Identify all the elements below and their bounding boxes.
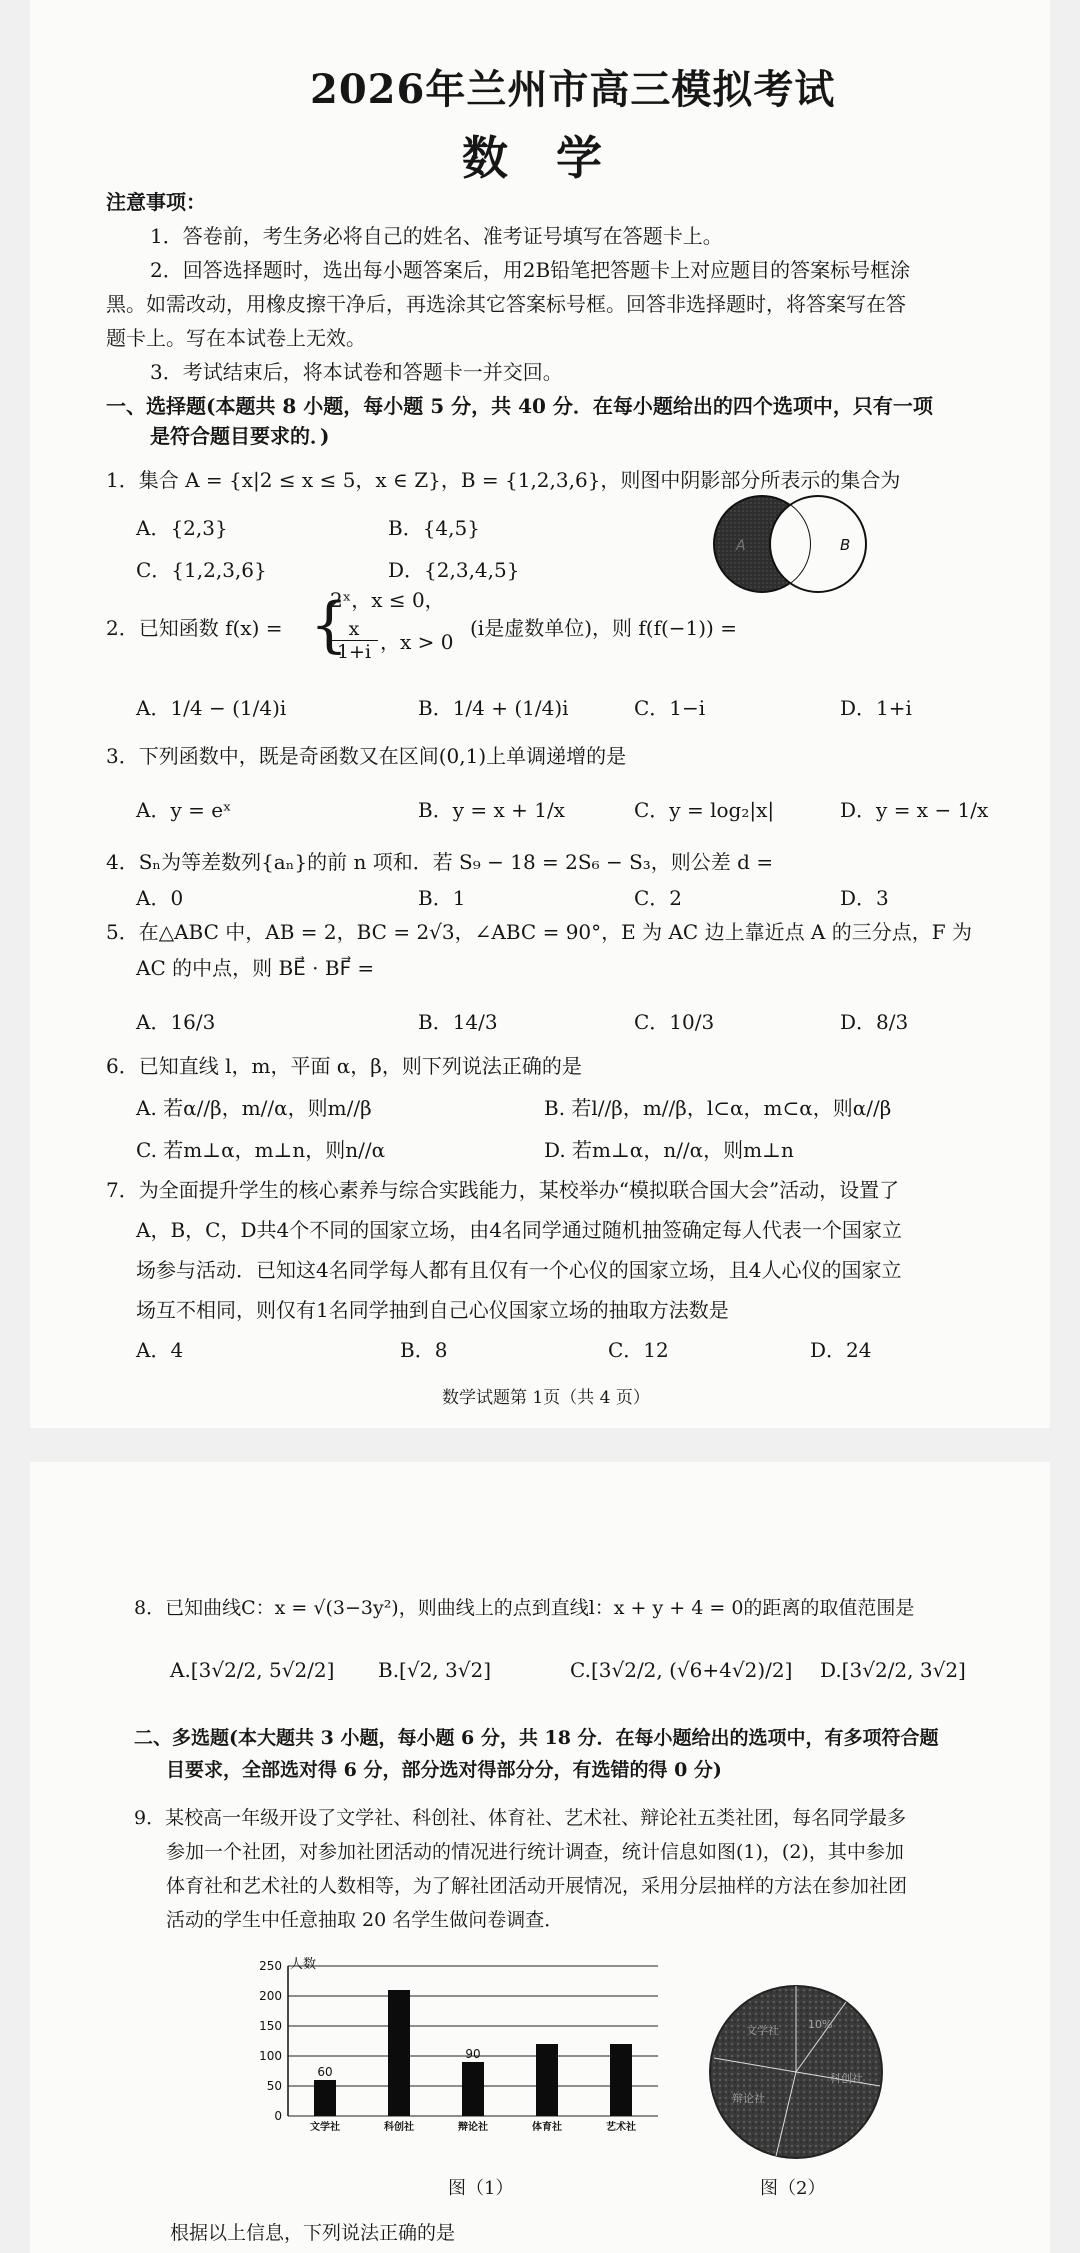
y-tick-label: 150 (259, 2019, 282, 2033)
q4-option-d: D．3 (840, 886, 889, 910)
section2-heading: 二、多选题(本大题共 3 小题，每小题 6 分，共 18 分．在每小题给出的选项中，有多项符合题 (134, 1727, 939, 1749)
x-tick-label: 科创社 (384, 2122, 414, 2133)
q5-option-d: D．8/3 (840, 1010, 909, 1034)
bar-4 (536, 2044, 558, 2116)
q5-stem-cont: AC 的中点，则 BE⃗ · BF⃗ = (136, 956, 375, 980)
q5-stem: 5．在△ABC 中，AB = 2，BC = 2√3，∠ABC = 90°，E 为 AC 边上靠近点 A 的三分点，F 为 (106, 920, 972, 944)
q7-option-b: B．8 (400, 1338, 448, 1362)
q9-stem: 9．某校高一年级开设了文学社、科创社、体育社、艺术社、辩论社五类社团，每名同学最多 (134, 1807, 907, 1829)
venn-diagram (690, 494, 890, 594)
pie-label-science: 科创社 (830, 2072, 863, 2085)
pie-label-debate: 辩论社 (732, 2092, 765, 2105)
q3-stem: 3．下列函数中，既是奇函数又在区间(0,1)上单调递增的是 (106, 744, 627, 768)
bar-chart (240, 1954, 670, 2144)
q1-option-b: B．{4,5} (388, 516, 480, 540)
q8-option-a: A.[3√2/2, 5√2/2] (170, 1658, 335, 1682)
q3-option-d: D．y = x − 1/x (840, 798, 989, 822)
q7-option-a: A．4 (136, 1338, 184, 1362)
x-tick-label: 艺术社 (606, 2122, 636, 2133)
q3-option-a: A．y = eˣ (136, 798, 232, 822)
q5-option-a: A．16/3 (136, 1010, 216, 1034)
q7-stem-cont: A，B，C，D共4个不同的国家立场，由4名同学通过随机抽签确定每人代表一个国家立 (136, 1218, 902, 1242)
exam-page-1 (30, 0, 1050, 1428)
q5-option-c: C．10/3 (634, 1010, 715, 1034)
x-tick-label: 体育社 (532, 2122, 562, 2133)
pie-chart (706, 1982, 886, 2162)
q7-option-d: D．24 (810, 1338, 872, 1362)
q1-option-c: C．{1,2,3,6} (136, 558, 267, 582)
bar-3 (462, 2062, 484, 2116)
venn-label-b: B (840, 536, 851, 554)
y-tick-label: 100 (259, 2049, 282, 2063)
x-tick-label: 文学社 (310, 2122, 340, 2133)
notice-heading: 注意事项： (106, 190, 206, 214)
notice-item: 1．答卷前，考生务必将自己的姓名、准考证号填写在答题卡上。 (150, 224, 723, 248)
q9-stem-cont: 活动的学生中任意抽取 20 名学生做问卷调查． (166, 1909, 564, 1931)
x-tick-label: 辩论社 (458, 2122, 488, 2133)
q2-option-a: A．1/4 − (1/4)i (136, 696, 287, 720)
q9-question: 根据以上信息，下列说法正确的是 (170, 2222, 456, 2244)
y-tick-label: 250 (259, 1959, 282, 1973)
q4-option-a: A．0 (136, 886, 184, 910)
section2-heading-cont: 目要求，全部选对得 6 分，部分选对得部分分，有选错的得 0 分) (166, 1759, 722, 1781)
q2-option-b: B．1/4 + (1/4)i (418, 696, 569, 720)
section1-heading: 一、选择题(本题共 8 小题，每小题 5 分，共 40 分．在每小题给出的四个选项中，只有一项 (106, 394, 933, 418)
q7-option-c: C．12 (608, 1338, 669, 1362)
venn-label-a: A (736, 538, 746, 554)
y-tick-label: 50 (266, 2079, 282, 2093)
notice-item: 黑。如需改动，用橡皮擦干净后，再选涂其它答案标号框。回答非选择题时，将答案写在答 (106, 292, 906, 316)
fig2-caption: 图（2） (760, 2178, 826, 2199)
q7-stem: 7．为全面提升学生的核心素养与综合实践能力，某校举办“模拟联合国大会”活动，设置了 (106, 1178, 900, 1202)
section1-heading-cont: 是符合题目要求的．) (150, 424, 330, 448)
q2-option-c: C．1−i (634, 696, 706, 720)
fig1-caption: 图（1） (448, 2178, 514, 2199)
y-tick-label: 200 (259, 1989, 282, 2003)
q2-case1: 2ˣ，x ≤ 0， (330, 588, 445, 612)
q1-stem: 1．集合 A = {x|2 ≤ x ≤ 5，x ∈ Z}，B = {1,2,3,6}，则图中阴影部分所表示的集合为 (106, 468, 901, 492)
q3-option-c: C．y = log₂|x| (634, 798, 775, 822)
bar-5 (610, 2044, 632, 2116)
q4-option-b: B．1 (418, 886, 466, 910)
notice-item: 题卡上。写在本试卷上无效。 (106, 326, 366, 350)
q1-option-d: D．{2,3,4,5} (388, 558, 520, 582)
q7-stem-cont: 场参与活动．已知这4名同学每人都有且仅有一个心仪的国家立场，且4人心仪的国家立 (136, 1258, 902, 1282)
q5-option-b: B．14/3 (418, 1010, 498, 1034)
notice-item: 2．回答选择题时，选出每小题答案后，用2B铅笔把答题卡上对应题目的答案标号框涂 (150, 258, 911, 282)
bar-1 (314, 2080, 336, 2116)
q8-option-c: C.[3√2/2, (√6+4√2)/2] (570, 1658, 793, 1682)
subject-title: 数学 (462, 131, 650, 185)
q6-stem: 6．已知直线 l，m，平面 α，β，则下列说法正确的是 (106, 1054, 582, 1078)
q6-option-b: B. 若l//β，m//β，l⊂α，m⊂α，则α//β (544, 1096, 892, 1120)
q2-numerator: x (330, 618, 378, 641)
q4-stem: 4．Sₙ为等差数列{aₙ}的前 n 项和．若 S₉ − 18 = 2S₆ − S₃，则公差 d = (106, 850, 774, 874)
exam-title: 2026年兰州市高三模拟考试 (310, 66, 836, 113)
q8-option-d: D.[3√2/2, 3√2] (820, 1658, 966, 1682)
q3-option-b: B．y = x + 1/x (418, 798, 565, 822)
exam-page-2 (30, 1462, 1050, 2253)
q2-case2-cond: ，x > 0 (380, 630, 454, 654)
q2-option-d: D．1+i (840, 696, 912, 720)
q9-stem-cont: 参加一个社团，对参加社团活动的情况进行统计调查，统计信息如图(1)，(2)，其中参加 (166, 1841, 904, 1863)
q6-option-a: A. 若α//β，m//α，则m//β (136, 1096, 372, 1120)
q7-stem-cont: 场互不相同，则仅有1名同学抽到自己心仪国家立场的抽取方法数是 (136, 1298, 729, 1322)
q2-case2-fraction (330, 618, 378, 663)
y-tick-label: 0 (274, 2109, 282, 2123)
q1-option-a: A．{2,3} (136, 516, 228, 540)
q9-stem-cont: 体育社和艺术社的人数相等，为了解社团活动开展情况，采用分层抽样的方法在参加社团 (166, 1875, 908, 1897)
q8-stem: 8．已知曲线C：x = √(3−3y²)，则曲线上的点到直线l：x + y + 4 = 0的距离的取值范围是 (134, 1597, 915, 1619)
q6-option-d: D. 若m⊥α，n//α，则m⊥n (544, 1138, 794, 1162)
q2-prefix: 2．已知函数 f(x) = (106, 616, 283, 640)
pie-label-percent: 10% (808, 2018, 833, 2031)
y-axis-label: 人数 (290, 1957, 317, 1972)
q8-option-b: B.[√2, 3√2] (378, 1658, 492, 1682)
pie-label-literature: 文学社 (746, 2024, 779, 2037)
q4-option-c: C．2 (634, 886, 683, 910)
q2-denominator: 1+i (336, 641, 372, 663)
data-label: 90 (465, 2047, 481, 2061)
data-label: 60 (317, 2065, 333, 2079)
notice-item: 3．考试结束后，将本试卷和答题卡一并交回。 (150, 360, 563, 384)
bar-2 (388, 1990, 410, 2116)
q2-suffix: (i是虚数单位)，则 f(f(−1)) = (470, 616, 737, 640)
page-footer: 数学试题第 1页（共 4 页） (442, 1388, 650, 1408)
q2-brace: { (310, 590, 349, 660)
q6-option-c: C. 若m⊥α，m⊥n，则n//α (136, 1138, 386, 1162)
